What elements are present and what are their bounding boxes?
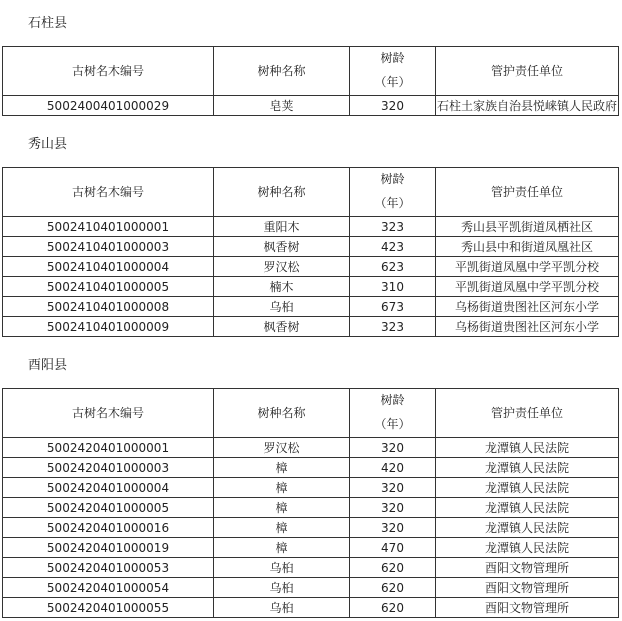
cell-id: 5002410401000001 [3, 217, 214, 237]
cell-unit: 乌杨街道贵图社区河东小学 [436, 317, 619, 337]
cell-unit: 平凯街道凤凰中学平凯分校 [436, 277, 619, 297]
cell-species: 重阳木 [214, 217, 350, 237]
cell-id: 5002420401000053 [3, 558, 214, 578]
cell-age: 420 [350, 458, 436, 478]
table-row [3, 558, 619, 578]
cell-unit: 酉阳文物管理所 [436, 558, 619, 578]
cell-unit: 平凯街道凤凰中学平凯分校 [436, 257, 619, 277]
cell-age: 623 [350, 257, 436, 277]
header-id: 古树名木编号 [3, 47, 214, 96]
cell-id: 5002420401000054 [3, 578, 214, 598]
cell-species: 楠木 [214, 277, 350, 297]
table-row [3, 96, 619, 116]
header-row [3, 389, 619, 438]
table-row [3, 317, 619, 337]
cell-unit: 龙潭镇人民法院 [436, 498, 619, 518]
header-species: 树种名称 [214, 389, 350, 438]
header-id: 古树名木编号 [3, 168, 214, 217]
cell-unit: 秀山县平凯街道凤栖社区 [436, 217, 619, 237]
table-row [3, 297, 619, 317]
cell-id: 5002410401000005 [3, 277, 214, 297]
table-row [3, 518, 619, 538]
table-row [3, 217, 619, 237]
tree-table [2, 167, 619, 337]
cell-age: 620 [350, 598, 436, 618]
table-row [3, 438, 619, 458]
table-row [3, 478, 619, 498]
cell-age: 320 [350, 438, 436, 458]
cell-unit: 龙潭镇人民法院 [436, 518, 619, 538]
cell-age: 620 [350, 558, 436, 578]
cell-id: 5002420401000016 [3, 518, 214, 538]
cell-id: 5002410401000009 [3, 317, 214, 337]
cell-unit: 秀山县中和街道凤凰社区 [436, 237, 619, 257]
cell-species: 樟 [214, 518, 350, 538]
cell-age: 620 [350, 578, 436, 598]
cell-age: 323 [350, 317, 436, 337]
cell-species: 乌桕 [214, 578, 350, 598]
section-title: 秀山县 [28, 137, 68, 152]
cell-id: 5002420401000005 [3, 498, 214, 518]
table-row [3, 538, 619, 558]
cell-species: 乌桕 [214, 598, 350, 618]
table-row [3, 498, 619, 518]
header-age-line1: 树龄 [380, 393, 405, 407]
cell-species: 乌桕 [214, 558, 350, 578]
cell-unit: 石柱土家族自治县悦崃镇人民政府 [436, 96, 619, 116]
cell-species: 樟 [214, 498, 350, 518]
cell-id: 5002400401000029 [3, 96, 214, 116]
table-row [3, 257, 619, 277]
cell-age: 320 [350, 96, 436, 116]
cell-unit: 酉阳文物管理所 [436, 598, 619, 618]
cell-id: 5002420401000055 [3, 598, 214, 618]
header-species: 树种名称 [214, 47, 350, 96]
cell-species: 樟 [214, 478, 350, 498]
header-age-line2: （年） [374, 75, 411, 89]
section-title: 石柱县 [28, 16, 68, 31]
cell-age: 320 [350, 498, 436, 518]
header-age [350, 389, 436, 438]
header-age-line1: 树龄 [380, 172, 405, 186]
table-row [3, 277, 619, 297]
table-row [3, 598, 619, 618]
cell-species: 枫香树 [214, 317, 350, 337]
cell-age: 323 [350, 217, 436, 237]
cell-id: 5002420401000019 [3, 538, 214, 558]
header-unit: 管护责任单位 [436, 47, 619, 96]
cell-species: 樟 [214, 458, 350, 478]
cell-age: 320 [350, 478, 436, 498]
header-row [3, 47, 619, 96]
header-age [350, 47, 436, 96]
table-row [3, 578, 619, 598]
table-row [3, 237, 619, 257]
cell-species: 罗汉松 [214, 257, 350, 277]
cell-id: 5002420401000003 [3, 458, 214, 478]
header-age [350, 168, 436, 217]
cell-age: 470 [350, 538, 436, 558]
cell-age: 310 [350, 277, 436, 297]
table-row [3, 458, 619, 478]
cell-unit: 龙潭镇人民法院 [436, 538, 619, 558]
cell-unit: 乌杨街道贵图社区河东小学 [436, 297, 619, 317]
header-row [3, 168, 619, 217]
header-age-line1: 树龄 [380, 51, 405, 65]
cell-species: 罗汉松 [214, 438, 350, 458]
cell-species: 枫香树 [214, 237, 350, 257]
header-id: 古树名木编号 [3, 389, 214, 438]
header-age-line2: （年） [374, 196, 411, 210]
cell-species: 樟 [214, 538, 350, 558]
header-unit: 管护责任单位 [436, 389, 619, 438]
header-species: 树种名称 [214, 168, 350, 217]
header-unit: 管护责任单位 [436, 168, 619, 217]
tree-table [2, 388, 619, 618]
cell-id: 5002420401000001 [3, 438, 214, 458]
cell-age: 673 [350, 297, 436, 317]
cell-id: 5002410401000003 [3, 237, 214, 257]
cell-unit: 酉阳文物管理所 [436, 578, 619, 598]
cell-unit: 龙潭镇人民法院 [436, 438, 619, 458]
cell-id: 5002410401000004 [3, 257, 214, 277]
cell-unit: 龙潭镇人民法院 [436, 458, 619, 478]
cell-species: 皂荚 [214, 96, 350, 116]
cell-age: 320 [350, 518, 436, 538]
tree-table [2, 46, 619, 116]
cell-age: 423 [350, 237, 436, 257]
cell-id: 5002420401000004 [3, 478, 214, 498]
cell-id: 5002410401000008 [3, 297, 214, 317]
cell-unit: 龙潭镇人民法院 [436, 478, 619, 498]
header-age-line2: （年） [374, 417, 411, 431]
section-title: 酉阳县 [28, 358, 68, 373]
cell-species: 乌桕 [214, 297, 350, 317]
